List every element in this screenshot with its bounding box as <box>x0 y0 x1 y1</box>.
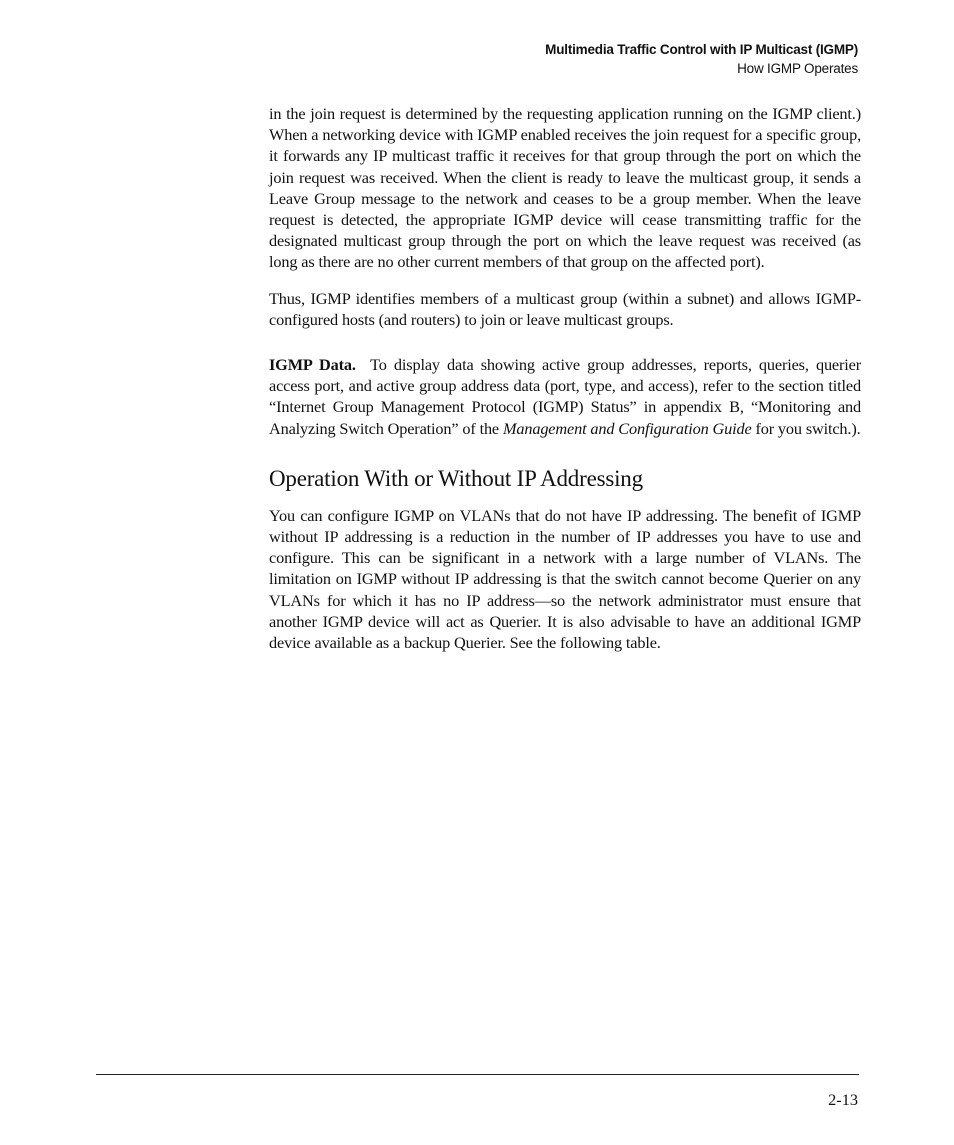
igmp-data-text-end: for you switch.). <box>755 418 861 438</box>
body-paragraph-ip-addressing: You can configure IGMP on VLANs that do not have IP addressing. The benefit of IGMP without IP addressing is a reduction in the number of IP addresses you have to use and configure. This can be significant in a network with a large number of VLANs. The limitation on IGMP without IP addressing is that the switch cannot become Querier on any VLANs for which it has no IP address—so the network administrator must ensure that another IGMP device will act as Querier. It is also advisable to have an additional IGMP device available as a backup Querier. See the following table. <box>269 505 861 653</box>
page-content <box>269 103 861 653</box>
guide-title-reference: Management and Configuration Guide <box>502 418 752 438</box>
igmp-data-run-in-heading: IGMP Data. <box>269 355 356 375</box>
section-title: How IGMP Operates <box>737 61 858 76</box>
body-paragraph-join-leave: in the join request is determined by the requesting application running on the IGMP client.) When a networking device with IGMP enabled receives the join request for a specific group, it forwards any IP multicast traffic it receives for that group through the port on which the join request was received. When the client is ready to leave the multicast group, it sends a Leave Group message to the network and ceases to be a group member. When the leave request is detected, the appropriate IGMP device will cease transmitting traffic for the designated multicast group through the port on which the leave request was received (as long as there are no other current members of that group on the affected port). <box>269 104 861 272</box>
body-paragraph-summary: Thus, IGMP identifies members of a multicast group (within a subnet) and allows IGMP-configured hosts (and routers) to join or leave multicast groups. <box>269 288 861 329</box>
chapter-title: Multimedia Traffic Control with IP Multicast (IGMP) <box>545 42 858 57</box>
footer-divider <box>96 1074 859 1075</box>
igmp-data-text: To display data showing active group addresses, reports, queries, querier access port, and active group address data (port, type, and access), refer to the section titled “Internet Group Management Protocol (IGMP) Status” in appendix B, “Monitoring and Analyzing Switch Operation” of the <box>269 355 862 438</box>
section-heading: Operation With or Without IP Addressing <box>269 465 643 491</box>
page-number: 2-13 <box>828 1090 858 1109</box>
running-header <box>545 40 858 78</box>
igmp-data-paragraph <box>269 354 861 439</box>
